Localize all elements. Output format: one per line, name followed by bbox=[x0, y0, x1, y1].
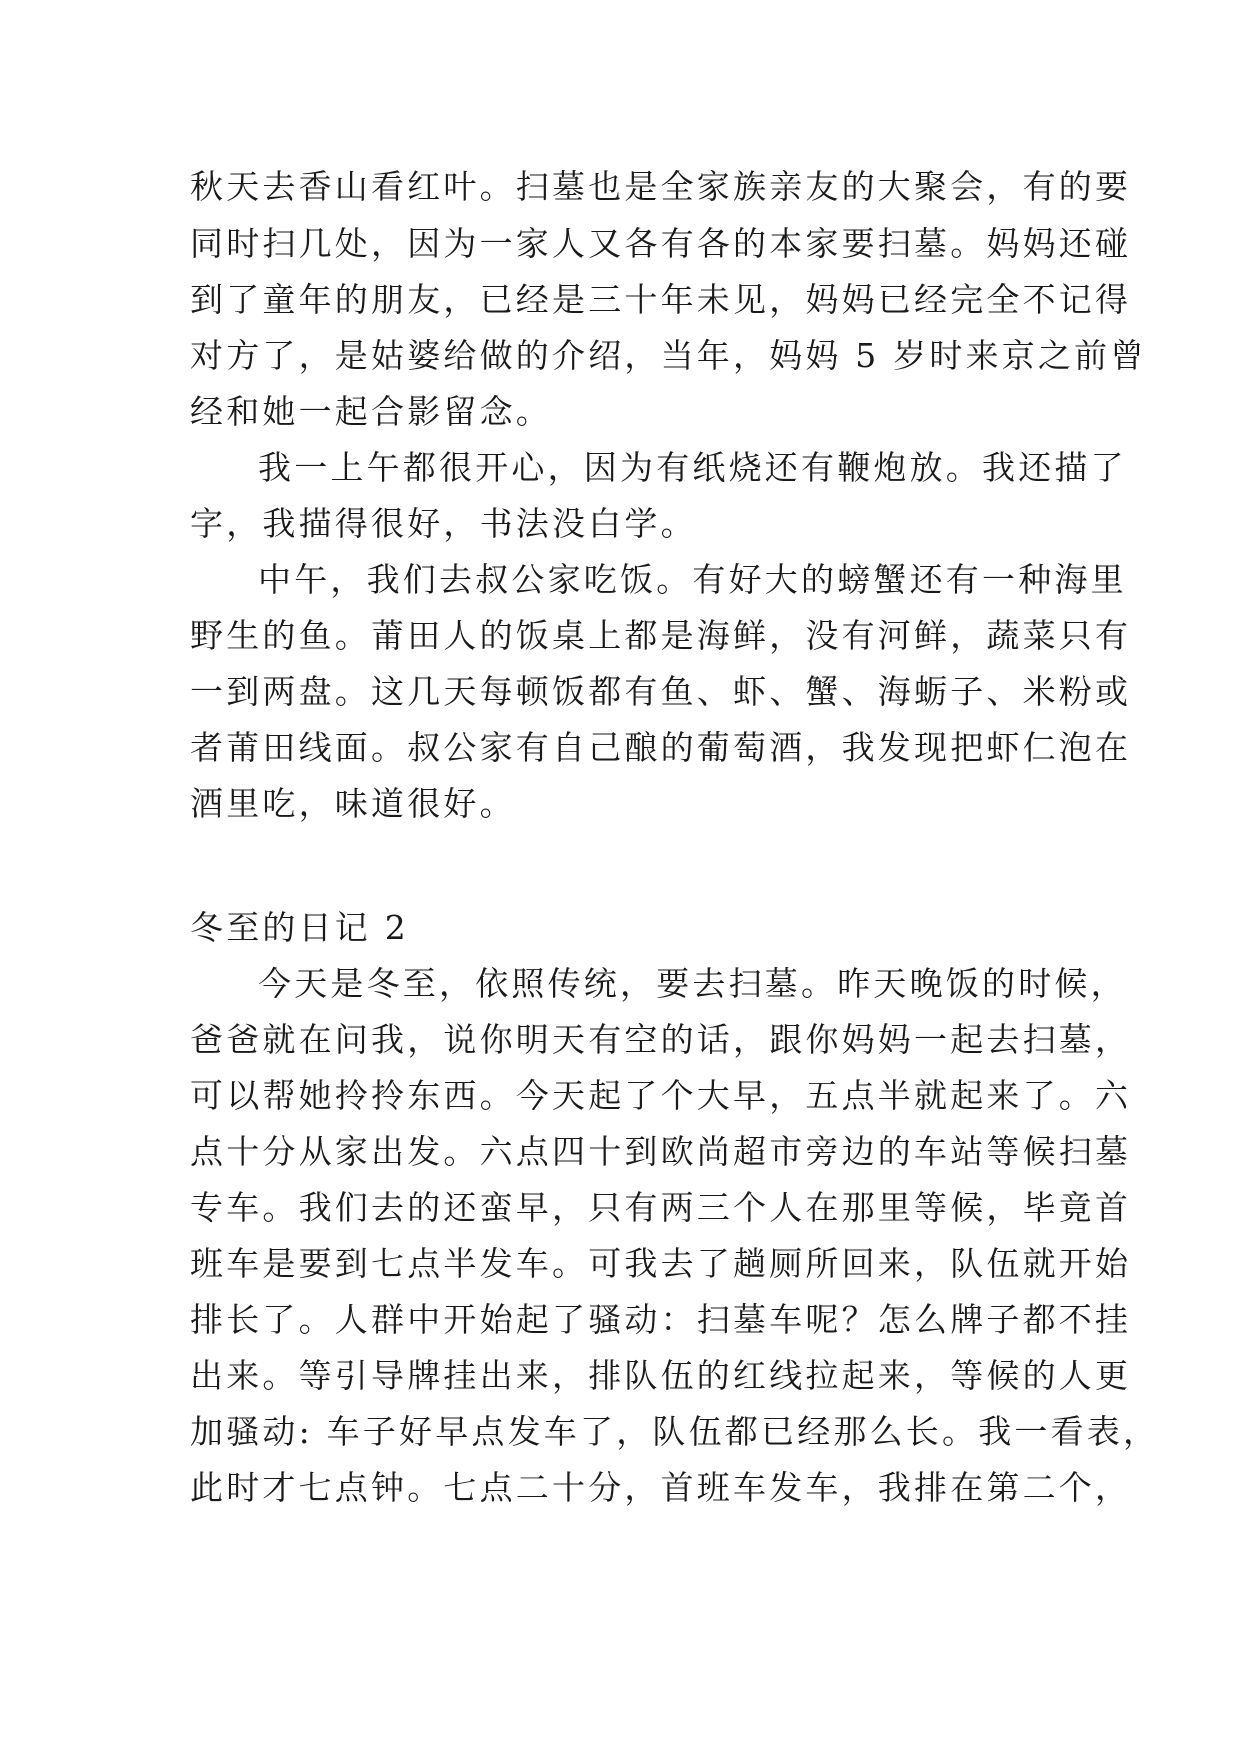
text-line: 一到两盘。这几天每顿饭都有鱼、虾、蟹、海蛎子、米粉或 bbox=[190, 672, 1132, 711]
paragraph-first-line: 今天是冬至，依照传统，要去扫墓。昨天晚饭的时候， bbox=[258, 964, 1127, 1003]
text-line: 者莆田线面。叔公家有自己酿的葡萄酒，我发现把虾仁泡在 bbox=[190, 728, 1132, 767]
text-line: 字，我描得很好，书法没白学。 bbox=[190, 504, 697, 543]
text-line: 排长了。人群中开始起了骚动：扫墓车呢？怎么牌子都不挂 bbox=[190, 1300, 1132, 1339]
text-line: 秋天去香山看红叶。扫墓也是全家族亲友的大聚会，有的要 bbox=[190, 167, 1132, 206]
text-line: 班车是要到七点半发车。可我去了趟厕所回来，队伍就开始 bbox=[190, 1244, 1132, 1283]
text-line: 爸爸就在问我，说你明天有空的话，跟你妈妈一起去扫墓， bbox=[190, 1020, 1132, 1059]
text-line: 点十分从家出发。六点四十到欧尚超市旁边的车站等候扫墓 bbox=[190, 1132, 1132, 1171]
text-line: 酒里吃，味道很好。 bbox=[190, 784, 516, 823]
paragraph-first-line: 中午，我们去叔公家吃饭。有好大的螃蟹还有一种海里 bbox=[258, 560, 1127, 599]
text-line: 出来。等引导牌挂出来，排队伍的红线拉起来，等候的人更 bbox=[190, 1356, 1132, 1395]
text-line: 此时才七点钟。七点二十分，首班车发车，我排在第二个， bbox=[190, 1468, 1132, 1507]
paragraph-first-line: 我一上午都很开心，因为有纸烧还有鞭炮放。我还描了 bbox=[258, 448, 1127, 487]
text-line: 对方了，是姑婆给做的介绍，当年，妈妈 5 岁时来京之前曾 bbox=[190, 336, 1147, 375]
text-line: 专车。我们去的还蛮早，只有两三个人在那里等候，毕竟首 bbox=[190, 1188, 1132, 1227]
text-line: 同时扫几处，因为一家人又各有各的本家要扫墓。妈妈还碰 bbox=[190, 224, 1132, 263]
section-title: 冬至的日记 2 bbox=[190, 908, 409, 947]
text-line: 野生的鱼。莆田人的饭桌上都是海鲜，没有河鲜，蔬菜只有 bbox=[190, 616, 1132, 655]
text-line: 可以帮她拎拎东西。今天起了个大早，五点半就起来了。六 bbox=[190, 1076, 1132, 1115]
text-line: 经和她一起合影留念。 bbox=[190, 392, 552, 431]
text-line: 加骚动: 车子好早点发车了，队伍都已经那么长。我一看表， bbox=[190, 1412, 1160, 1451]
text-line: 到了童年的朋友，已经是三十年未见，妈妈已经完全不记得 bbox=[190, 280, 1132, 319]
